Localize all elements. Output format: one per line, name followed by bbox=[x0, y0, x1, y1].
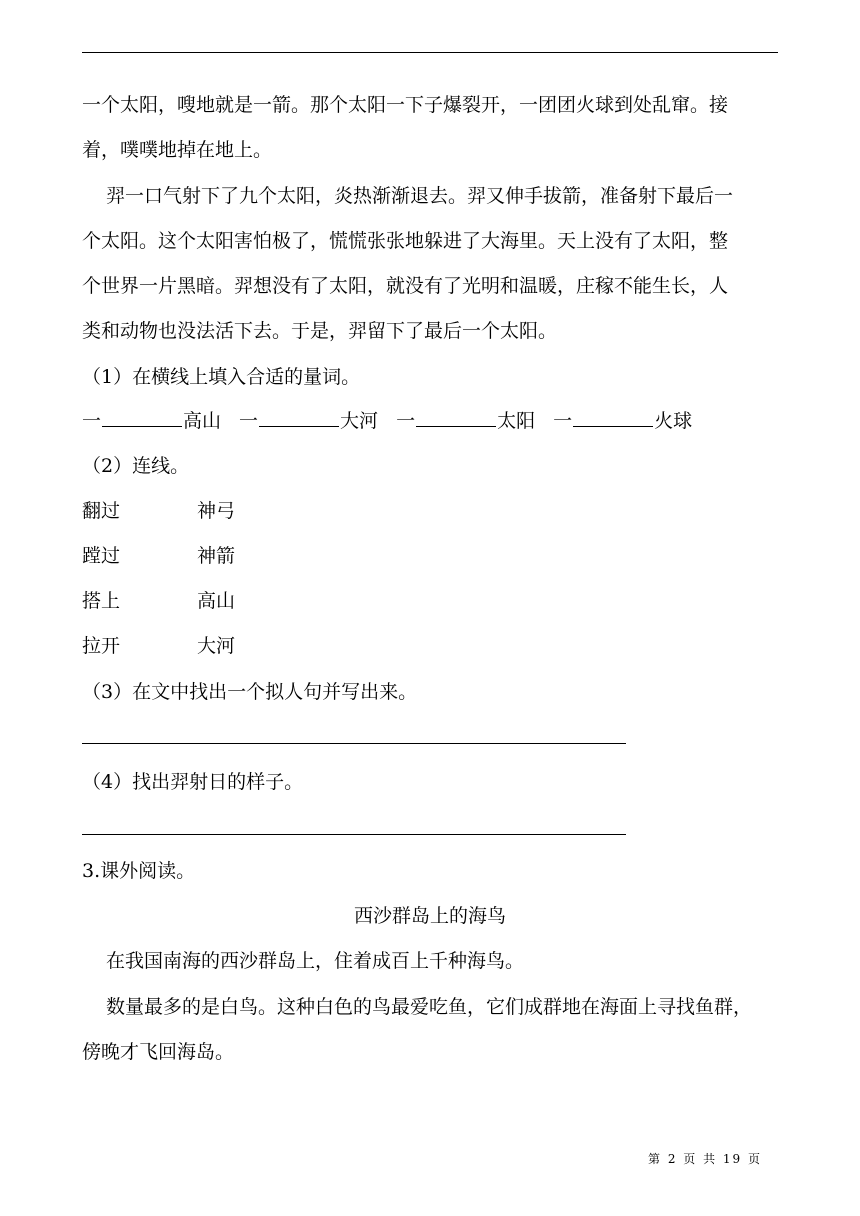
fill-blank-1[interactable] bbox=[102, 410, 182, 427]
passage-line-6: 类和动物也没法活下去。于是，羿留下了最后一个太阳。 bbox=[82, 320, 558, 342]
fill-blank-3[interactable] bbox=[416, 410, 496, 427]
match-right-item[interactable]: 高山 bbox=[197, 590, 236, 612]
match-right-item[interactable]: 大河 bbox=[197, 635, 236, 657]
passage-line-2: 着，噗噗地掉在地上。 bbox=[82, 139, 273, 161]
question-3: （3）在文中找出一个拟人句并写出来。 bbox=[82, 681, 418, 703]
match-left-item[interactable]: 蹚过 bbox=[82, 545, 121, 567]
reading-paragraph-1: 在我国南海的西沙群岛上，住着成百上千种海鸟。 bbox=[106, 950, 525, 972]
passage-line-3: 羿一口气射下了九个太阳，炎热渐渐退去。羿又伸手拔箭，准备射下最后一 bbox=[106, 185, 734, 207]
fill-blank-4[interactable] bbox=[573, 410, 653, 427]
fill-word: 太阳 bbox=[497, 410, 536, 432]
fill-word: 高山 bbox=[183, 410, 222, 432]
passage-line-4: 个太阳。这个太阳害怕极了，慌慌张张地躲进了大海里。天上没有了太阳，整 bbox=[82, 230, 729, 252]
match-left-item[interactable]: 搭上 bbox=[82, 590, 121, 612]
fill-blank-2[interactable] bbox=[259, 410, 339, 427]
reading-paragraph-2-line-2: 傍晚才飞回海岛。 bbox=[82, 1041, 235, 1063]
fill-prefix: 一 bbox=[239, 410, 259, 432]
fill-word: 大河 bbox=[340, 410, 379, 432]
reading-paragraph-2-line-1: 数量最多的是白鸟。这种白色的鸟最爱吃鱼，它们成群地在海面上寻找鱼群， bbox=[106, 996, 753, 1018]
fill-prefix: 一 bbox=[553, 410, 573, 432]
match-right-item[interactable]: 神弓 bbox=[197, 500, 236, 522]
answer-line-q4[interactable] bbox=[82, 834, 626, 835]
match-left-item[interactable]: 拉开 bbox=[82, 635, 121, 657]
match-left-item[interactable]: 翻过 bbox=[82, 500, 121, 522]
fill-prefix: 一 bbox=[82, 410, 102, 432]
header-rule bbox=[82, 52, 778, 53]
question-4: （4）找出羿射日的样子。 bbox=[82, 771, 304, 793]
fill-word: 火球 bbox=[654, 410, 693, 432]
page-number: 第 2 页 共 19 页 bbox=[648, 1152, 762, 1166]
fill-blank-row bbox=[82, 410, 692, 432]
match-right-item[interactable]: 神箭 bbox=[197, 545, 236, 567]
answer-line-q3[interactable] bbox=[82, 743, 626, 744]
question-1: （1）在横线上填入合适的量词。 bbox=[82, 366, 361, 388]
passage-line-5: 个世界一片黑暗。羿想没有了太阳，就没有了光明和温暖，庄稼不能生长，人 bbox=[82, 275, 729, 297]
question-2: （2）连线。 bbox=[82, 455, 190, 477]
section-3-heading: 3.课外阅读。 bbox=[82, 860, 196, 882]
reading-title: 西沙群岛上的海鸟 bbox=[353, 905, 506, 927]
fill-prefix: 一 bbox=[396, 410, 416, 432]
passage-line-1: 一个太阳，嗖地就是一箭。那个太阳一下子爆裂开，一团团火球到处乱窜。接 bbox=[82, 94, 729, 116]
